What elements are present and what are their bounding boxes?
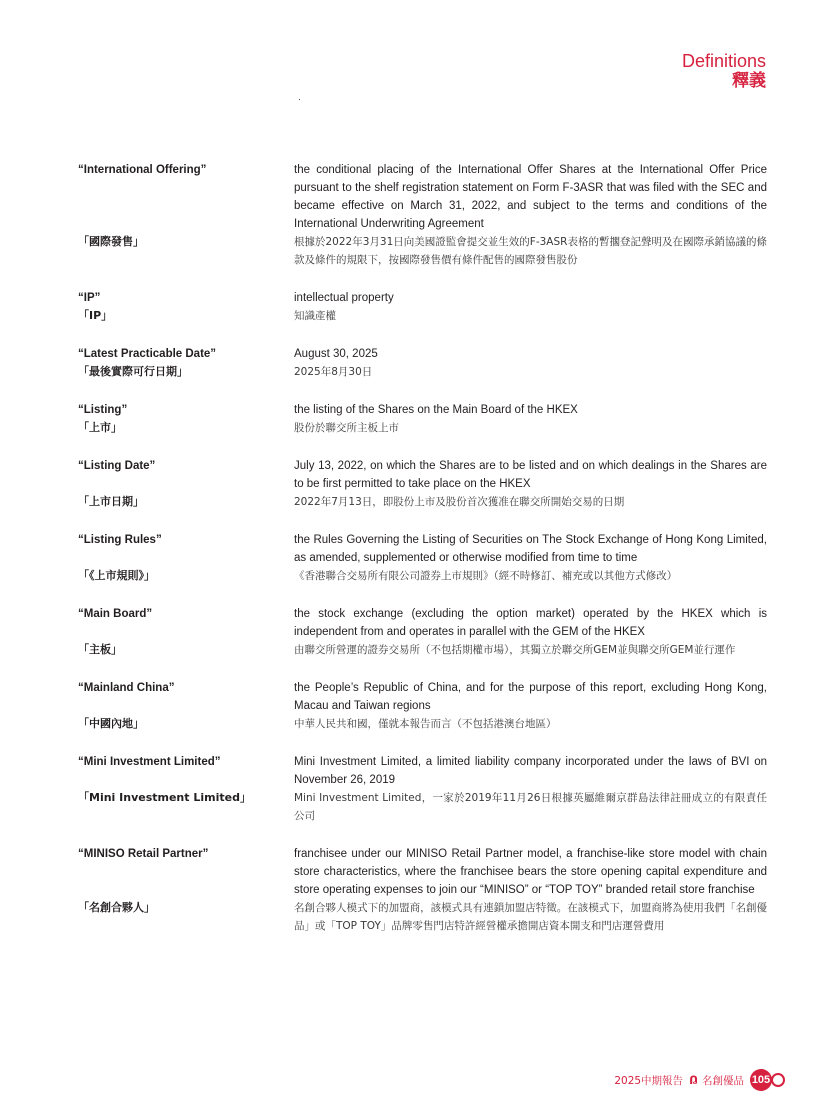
term-en: “Listing Rules” (78, 534, 162, 546)
term-zh: 「IP」 (78, 309, 113, 322)
definition-entry (78, 457, 767, 511)
definition-entry (78, 753, 767, 825)
definition-row-en (78, 679, 767, 715)
definition-row-zh (78, 899, 767, 935)
definition-row-zh (78, 419, 767, 437)
definition-zh: 中華人民共和國，僅就本報告而言（不包括港澳台地區） (294, 718, 557, 730)
definition-zh: 由聯交所營運的證券交易所（不包括期權市場），其獨立於聯交所GEM並與聯交所GEM並行運作 (294, 644, 736, 656)
definition-entry (78, 401, 767, 437)
term-en: “International Offering” (78, 164, 207, 176)
definition-entry (78, 345, 767, 381)
term-zh: 「《上市規則》」 (78, 569, 155, 582)
definition-entry (78, 289, 767, 325)
definition-row-zh (78, 789, 767, 825)
brand-name: 名創優品 (702, 1074, 744, 1087)
term-en: “Mini Investment Limited” (78, 756, 221, 768)
definition-row-en (78, 531, 767, 567)
definition-en: the stock exchange (excluding the option market) operated by the HKEX which is independent from and operates in parallel with the GEM of the HKEX (294, 608, 767, 638)
brand-logo-icon: ᕡ (689, 1073, 698, 1087)
term-en: “Listing” (78, 404, 128, 416)
term-zh: 「上市日期」 (78, 495, 144, 508)
definition-row-zh (78, 567, 767, 585)
term-en: “Listing Date” (78, 460, 156, 472)
definition-zh: 2025年8月30日 (294, 366, 373, 378)
report-title: 2025中期報告 (614, 1074, 684, 1087)
definition-en: the listing of the Shares on the Main Board of the HKEX (294, 404, 578, 416)
term-zh: 「最後實際可行日期」 (78, 365, 188, 378)
definition-row-en (78, 289, 767, 307)
term-zh: 「名創合夥人」 (78, 901, 155, 914)
definition-row-zh (78, 233, 767, 269)
definition-row-en (78, 457, 767, 493)
ring-icon (771, 1073, 785, 1087)
definition-zh: 名創合夥人模式下的加盟商，該模式具有連鎖加盟店特徵。在該模式下，加盟商將為使用我們「名創優品」或「TOP TOY」品牌零售門店特許經營權承擔開店資本開支和門店運營費用 (294, 902, 767, 932)
definition-row-en (78, 345, 767, 363)
term-en: “MINISO Retail Partner” (78, 848, 209, 860)
definition-en: intellectual property (294, 292, 394, 304)
definition-row-en (78, 605, 767, 641)
definition-en: the Rules Governing the Listing of Securities on The Stock Exchange of Hong Kong Limited, as amended, supplemented or otherwise modified from time to time (294, 534, 767, 564)
definition-en: the conditional placing of the International Offer Shares at the International Offer Price pursuant to the shelf registration statement on Form F-3ASR that was filed with the SEC and became effective on March 31, 2022, and subject to the terms and conditions of the International Underwriting Agreement (294, 164, 767, 230)
definition-row-en (78, 845, 767, 899)
definition-entry (78, 161, 767, 269)
definition-zh: 根據於2022年3月31日向美國證監會提交並生效的F-3ASR表格的暫擱登記聲明及在國際承銷協議的條款及條件的規限下，按國際發售價有條件配售的國際發售股份 (294, 236, 767, 266)
definition-row-en (78, 753, 767, 789)
page-footer (614, 1069, 785, 1091)
term-en: “Main Board” (78, 608, 153, 620)
page-title-zh: 釋義 (732, 71, 766, 91)
page-header (682, 51, 766, 91)
definition-entry (78, 531, 767, 585)
definitions-list (78, 161, 767, 955)
definition-entry (78, 845, 767, 935)
definition-row-zh (78, 715, 767, 733)
term-en: “IP” (78, 292, 101, 304)
definition-en: July 13, 2022, on which the Shares are to be listed and on which dealings in the Shares are to be first permitted to take place on the HKEX (294, 460, 767, 490)
definition-en: the People’s Republic of China, and for the purpose of this report, excluding Hong Kong, Macau and Taiwan regions (294, 682, 767, 712)
definition-row-zh (78, 493, 767, 511)
term-zh: 「主板」 (78, 643, 122, 656)
page-title-en: Definitions (681, 51, 766, 71)
definition-entry (78, 679, 767, 733)
definition-row-zh (78, 641, 767, 659)
definition-entry (78, 605, 767, 659)
term-zh: 「國際發售」 (78, 235, 144, 248)
definition-row-zh (78, 363, 767, 381)
definition-row-zh (78, 307, 767, 325)
term-zh: 「Mini Investment Limited」 (78, 791, 251, 804)
term-en: “Mainland China” (78, 682, 175, 694)
term-zh: 「上市」 (78, 421, 122, 434)
definition-zh: 2022年7月13日，即股份上市及股份首次獲准在聯交所開始交易的日期 (294, 496, 625, 508)
definition-en: August 30, 2025 (294, 348, 378, 360)
definition-zh: 知識產權 (294, 310, 336, 322)
definition-en: franchisee under our MINISO Retail Partner model, a franchise-like store model with chain store characteristics, where the franchisee bears the store opening capital expenditure and store operating expenses to join our “MINISO” or “TOP TOY” branded retail store franchise (294, 848, 767, 896)
definition-en: Mini Investment Limited, a limited liability company incorporated under the laws of BVI on November 26, 2019 (294, 756, 767, 786)
definition-row-en (78, 161, 767, 233)
page-number: 105 (750, 1069, 772, 1091)
definition-zh: 股份於聯交所主板上市 (294, 422, 399, 434)
definition-zh: 《香港聯合交易所有限公司證券上市規則》（經不時修訂、補充或以其他方式修改） (294, 570, 678, 582)
term-en: “Latest Practicable Date” (78, 348, 217, 360)
term-zh: 「中國內地」 (78, 717, 144, 730)
definition-zh: Mini Investment Limited，一家於2019年11月26日根據英屬維爾京群島法律註冊成立的有限責任公司 (294, 792, 767, 822)
stray-dot (299, 99, 300, 100)
definition-row-en (78, 401, 767, 419)
